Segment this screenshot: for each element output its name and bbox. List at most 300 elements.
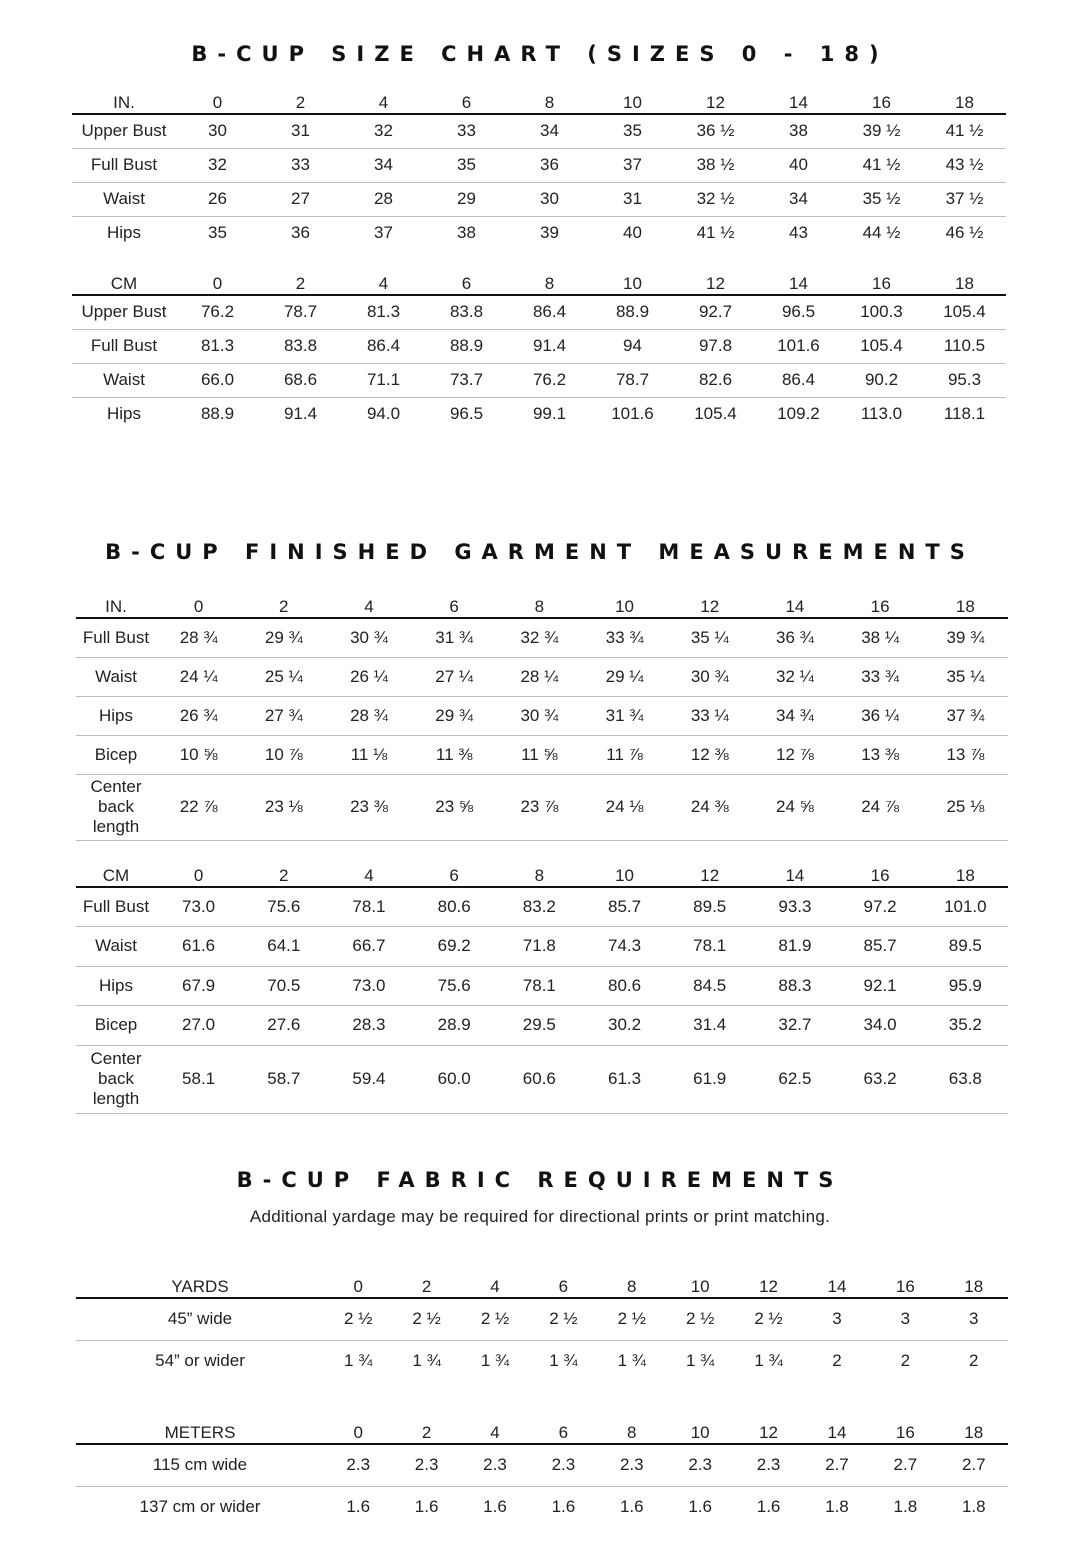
cell-value: 100.3 (840, 295, 923, 329)
cell-value: 24 ⅝ (752, 774, 837, 840)
size-header: 18 (923, 265, 1006, 295)
cell-value: 74.3 (582, 927, 667, 967)
cell-value: 29.5 (497, 1006, 582, 1046)
cell-value: 1.6 (619, 1497, 644, 1517)
cell-value: 1 ¾ (412, 1351, 441, 1371)
size-header: 2 (259, 84, 342, 114)
row-label-waist: Waist (76, 927, 156, 967)
table-row (72, 397, 1006, 431)
cell-value: 1.6 (688, 1497, 712, 1517)
size-header: 18 (923, 855, 1008, 887)
fabric-requirements-title: B-CUP FABRIC REQUIREMENTS (236, 1168, 844, 1192)
cell-value: 88.9 (425, 329, 508, 363)
cell-value: 32 (176, 148, 259, 182)
size-header: 10 (582, 855, 667, 887)
cell-value: 75.6 (241, 887, 326, 927)
row-label-bicep: Bicep (76, 735, 156, 774)
cell-value: 94.0 (366, 404, 401, 424)
cell-value: 24 ⅜ (667, 774, 752, 840)
table-row (76, 1486, 1008, 1528)
size-header: 12 (667, 586, 752, 618)
cell-value: 10 ⅞ (241, 735, 326, 774)
row-label-upper-bust: Upper Bust (72, 295, 176, 329)
cell-value: 90.2 (840, 363, 923, 397)
cell-value: 1.8 (961, 1497, 986, 1517)
row-label-full-bust: Full Bust (72, 329, 176, 363)
table-row (72, 182, 1006, 216)
cell-value: 93.3 (752, 887, 837, 927)
size-header: 8 (497, 586, 582, 618)
cell-value: 12 ⅜ (667, 735, 752, 774)
cell-value: 29 (425, 182, 508, 216)
row-label-waist: Waist (72, 363, 176, 397)
cell-value: 2.3 (734, 1444, 802, 1486)
cell-value: 36 ¾ (752, 618, 837, 657)
cell-value: 78.1 (667, 927, 752, 967)
cell-value: 31 (259, 114, 342, 148)
cell-value: 22 ⅞ (156, 774, 241, 840)
cell-value: 1.8 (825, 1497, 849, 1517)
cell-value: 31 ¾ (412, 618, 497, 657)
cell-value: 88.9 (591, 295, 674, 329)
cell-value: 13 ⅞ (923, 735, 1008, 774)
size-header: 0 (176, 265, 259, 295)
cell-value: 105.4 (694, 404, 737, 424)
cell-value: 37 (374, 223, 393, 243)
size-chart-title: B-CUP SIZE CHART (SIZES 0 - 18) (191, 42, 889, 66)
cell-value: 83.8 (425, 295, 508, 329)
cell-value: 33 (425, 114, 508, 148)
garment-measurements-title: B-CUP FINISHED GARMENT MEASUREMENTS (105, 540, 975, 564)
size-header: 0 (324, 1268, 392, 1298)
cell-value: 28 ¾ (156, 618, 241, 657)
fabric-yards-table (76, 1268, 1008, 1382)
cell-value: 37 ¾ (923, 696, 1008, 735)
cell-value: 31 ¾ (582, 696, 667, 735)
cell-value: 12 ⅞ (752, 735, 837, 774)
cell-value: 2.3 (461, 1444, 529, 1486)
cell-value: 23 ⅝ (412, 774, 497, 840)
unit-header: IN. (72, 84, 176, 114)
cell-value: 101.0 (923, 887, 1008, 927)
cell-value: 58.7 (241, 1045, 326, 1113)
cell-value: 28 (342, 182, 425, 216)
size-header: 16 (871, 1414, 939, 1444)
size-header: 6 (529, 1414, 597, 1444)
size-header: 10 (666, 1414, 734, 1444)
row-label-full-bust: Full Bust (76, 618, 156, 657)
cell-value: 109.2 (777, 404, 820, 424)
row-label-hips: Hips (106, 223, 141, 243)
unit-header: CM (72, 265, 176, 295)
cell-value: 58.1 (156, 1045, 241, 1113)
cell-value: 2 ½ (734, 1298, 802, 1340)
cell-value: 32 ¾ (497, 618, 582, 657)
cell-value: 2.3 (324, 1444, 392, 1486)
size-header: 14 (757, 84, 840, 114)
cell-value: 105.4 (840, 329, 923, 363)
size-header: 14 (752, 586, 837, 618)
cell-value: 83.8 (259, 329, 342, 363)
cell-value: 32 (342, 114, 425, 148)
cell-value: 61.3 (582, 1045, 667, 1113)
row-label-center-back-length: Center back length (76, 774, 156, 840)
cell-value: 26 ¾ (156, 696, 241, 735)
size-header: 4 (342, 84, 425, 114)
cell-value: 69.2 (412, 927, 497, 967)
cell-value: 27.0 (156, 1006, 241, 1046)
size-header: 12 (734, 1268, 802, 1298)
cell-value: 10 ⅝ (156, 735, 241, 774)
cell-value: 29 ¾ (412, 696, 497, 735)
cell-value: 1.6 (346, 1497, 371, 1517)
cell-value: 82.6 (674, 363, 757, 397)
cell-value: 80.6 (412, 887, 497, 927)
cell-value: 1 ¾ (685, 1351, 715, 1371)
cell-value: 36 ¼ (838, 696, 923, 735)
size-chart-cm-table (72, 265, 1006, 431)
cell-value: 28.9 (412, 1006, 497, 1046)
cell-value: 78.7 (259, 295, 342, 329)
cell-value: 34 (342, 148, 425, 182)
size-header: 2 (241, 586, 326, 618)
size-chart-inches-table (72, 84, 1006, 250)
cell-value: 118.1 (943, 404, 986, 424)
cell-value: 41 ½ (840, 148, 923, 182)
cell-value: 43 ½ (923, 148, 1006, 182)
unit-header: METERS (76, 1414, 324, 1444)
garment-cm-table (76, 855, 1008, 1114)
fabric-note: Additional yardage may be required for directional prints or print matching. (249, 1207, 831, 1226)
cell-value: 97.2 (838, 887, 923, 927)
size-header: 16 (838, 586, 923, 618)
cell-value: 92.1 (838, 966, 923, 1006)
cell-value: 2 ½ (598, 1298, 666, 1340)
cell-value: 70.5 (241, 966, 326, 1006)
cell-value: 96.5 (449, 404, 484, 424)
cell-value: 35 ¼ (667, 618, 752, 657)
cell-value: 76.2 (508, 363, 591, 397)
table-row (76, 1298, 1008, 1340)
cell-value: 2 (832, 1351, 842, 1371)
cell-value: 97.8 (674, 329, 757, 363)
size-header: 6 (412, 855, 497, 887)
cell-value: 2.3 (598, 1444, 666, 1486)
cell-value: 81.3 (176, 329, 259, 363)
cell-value: 86.4 (508, 295, 591, 329)
cell-value: 60.0 (412, 1045, 497, 1113)
cell-value: 38 (757, 114, 840, 148)
cell-value: 73.7 (425, 363, 508, 397)
row-label-bicep: Bicep (76, 1006, 156, 1046)
size-header: 14 (803, 1268, 871, 1298)
size-header: 0 (176, 84, 259, 114)
size-header: 2 (392, 1414, 460, 1444)
cell-value: 27 ¾ (241, 696, 326, 735)
cell-value: 24 ⅛ (582, 774, 667, 840)
cell-value: 101.6 (757, 329, 840, 363)
cell-value: 32 ½ (674, 182, 757, 216)
cell-value: 2 (900, 1351, 911, 1371)
size-header: 10 (591, 84, 674, 114)
cell-value: 2.3 (392, 1444, 460, 1486)
cell-value: 25 ¼ (241, 657, 326, 696)
size-header: 10 (591, 265, 674, 295)
cell-value: 24 ⅞ (838, 774, 923, 840)
cell-value: 38 ½ (674, 148, 757, 182)
table-row (76, 735, 1008, 774)
cell-value: 11 ⅞ (582, 735, 667, 774)
unit-header: YARDS (76, 1268, 324, 1298)
table-row (76, 696, 1008, 735)
cell-value: 35 ½ (840, 182, 923, 216)
row-label-upper-bust: Upper Bust (72, 114, 176, 148)
table-row (76, 618, 1008, 657)
size-header: 8 (508, 84, 591, 114)
cell-value: 11 ⅜ (412, 735, 497, 774)
cell-value: 63.8 (923, 1045, 1008, 1113)
row-label-waist: Waist (76, 657, 156, 696)
cell-value: 34.0 (838, 1006, 923, 1046)
cell-value: 71.1 (342, 363, 425, 397)
size-header: 14 (803, 1414, 871, 1444)
cell-value: 23 ⅜ (326, 774, 411, 840)
cell-value: 89.5 (667, 887, 752, 927)
cell-value: 91.4 (283, 404, 318, 424)
cell-value: 11 ⅛ (326, 735, 411, 774)
cell-value: 61.9 (667, 1045, 752, 1113)
row-label-137-cm-or-wider: 137 cm or wider (139, 1497, 261, 1517)
size-header: 10 (666, 1268, 734, 1298)
size-header: 4 (326, 586, 411, 618)
cell-value: 41 ½ (696, 223, 735, 243)
cell-value: 68.6 (259, 363, 342, 397)
cell-value: 86.4 (757, 363, 840, 397)
table-row (76, 1444, 1008, 1486)
cell-value: 28 ¼ (497, 657, 582, 696)
size-header: 12 (734, 1414, 802, 1444)
cell-value: 1.6 (756, 1497, 781, 1517)
size-header: 0 (324, 1414, 392, 1444)
table-row (76, 1045, 1008, 1113)
cell-value: 61.6 (156, 927, 241, 967)
cell-value: 94 (591, 329, 674, 363)
cell-value: 29 ¾ (241, 618, 326, 657)
size-header: 16 (840, 265, 923, 295)
cell-value: 27 ¼ (412, 657, 497, 696)
size-header: 6 (529, 1268, 597, 1298)
cell-value: 85.7 (838, 927, 923, 967)
cell-value: 35.2 (923, 1006, 1008, 1046)
cell-value: 1 ¾ (480, 1351, 510, 1371)
cell-value: 34 (508, 114, 591, 148)
cell-value: 81.3 (342, 295, 425, 329)
cell-value: 35 (591, 114, 674, 148)
cell-value: 1 ¾ (549, 1351, 578, 1371)
size-header: 2 (241, 855, 326, 887)
cell-value: 62.5 (752, 1045, 837, 1113)
garment-inches-table (76, 586, 1008, 841)
fabric-meters-table (76, 1414, 1008, 1528)
cell-value: 31 (591, 182, 674, 216)
size-header: 18 (923, 586, 1008, 618)
row-label-115-cm-wide: 115 cm wide (76, 1444, 324, 1486)
cell-value: 1.6 (414, 1497, 439, 1517)
size-header: 8 (598, 1414, 666, 1444)
size-header: 16 (838, 855, 923, 887)
cell-value: 37 (591, 148, 674, 182)
table-row (72, 216, 1006, 250)
cell-value: 78.1 (497, 966, 582, 1006)
row-label-hips: Hips (76, 966, 156, 1006)
cell-value: 3 (871, 1298, 939, 1340)
cell-value: 30.2 (582, 1006, 667, 1046)
cell-value: 36 (508, 148, 591, 182)
cell-value: 1.6 (483, 1497, 507, 1517)
cell-value: 86.4 (342, 329, 425, 363)
cell-value: 2 ½ (666, 1298, 734, 1340)
size-header: 4 (326, 855, 411, 887)
cell-value: 81.9 (752, 927, 837, 967)
size-header: 18 (940, 1414, 1008, 1444)
cell-value: 99.1 (532, 404, 567, 424)
size-header: 12 (674, 84, 757, 114)
cell-value: 43 (789, 223, 808, 243)
cell-value: 105.4 (923, 295, 1006, 329)
table-row (72, 114, 1006, 148)
size-header: 8 (598, 1268, 666, 1298)
row-label-hips: Hips (76, 696, 156, 735)
cell-value: 1 ¾ (344, 1351, 373, 1371)
cell-value: 2 ½ (461, 1298, 529, 1340)
cell-value: 27.6 (241, 1006, 326, 1046)
size-header: 8 (508, 265, 591, 295)
size-header: 10 (582, 586, 667, 618)
cell-value: 33 ¾ (582, 618, 667, 657)
cell-value: 95.9 (923, 966, 1008, 1006)
size-header: 4 (461, 1268, 529, 1298)
cell-value: 37 ½ (923, 182, 1006, 216)
cell-value: 1 ¾ (617, 1351, 646, 1371)
cell-value: 71.8 (497, 927, 582, 967)
cell-value: 3 (803, 1298, 871, 1340)
size-header: 6 (425, 84, 508, 114)
cell-value: 40 (623, 223, 642, 243)
size-header: 16 (840, 84, 923, 114)
cell-value: 2 ½ (529, 1298, 597, 1340)
size-header: 14 (757, 265, 840, 295)
table-row (76, 774, 1008, 840)
cell-value: 27 (259, 182, 342, 216)
cell-value: 25 ⅛ (923, 774, 1008, 840)
table-row (72, 363, 1006, 397)
size-header: 12 (667, 855, 752, 887)
cell-value: 32 ¼ (752, 657, 837, 696)
cell-value: 75.6 (412, 966, 497, 1006)
row-label-center-back-length: Center back length (76, 1045, 156, 1113)
row-label-45-wide: 45” wide (76, 1298, 324, 1340)
cell-value: 26 (176, 182, 259, 216)
cell-value: 2.7 (803, 1444, 871, 1486)
cell-value: 95.3 (923, 363, 1006, 397)
cell-value: 38 (457, 223, 476, 243)
cell-value: 73.0 (156, 887, 241, 927)
cell-value: 78.1 (326, 887, 411, 927)
cell-value: 11 ⅝ (497, 735, 582, 774)
cell-value: 80.6 (582, 966, 667, 1006)
cell-value: 1.8 (893, 1497, 918, 1517)
cell-value: 13 ⅜ (838, 735, 923, 774)
cell-value: 33 (259, 148, 342, 182)
table-row (76, 657, 1008, 696)
cell-value: 29 ¼ (582, 657, 667, 696)
cell-value: 101.6 (611, 404, 654, 424)
cell-value: 32.7 (752, 1006, 837, 1046)
cell-value: 2 ½ (324, 1298, 392, 1340)
row-label-hips: Hips (106, 404, 141, 424)
cell-value: 23 ⅛ (241, 774, 326, 840)
cell-value: 34 ¾ (752, 696, 837, 735)
cell-value: 36 ½ (674, 114, 757, 148)
size-header: 0 (156, 586, 241, 618)
cell-value: 2.7 (940, 1444, 1008, 1486)
cell-value: 89.5 (923, 927, 1008, 967)
cell-value: 73.0 (326, 966, 411, 1006)
row-label-54-or-wider: 54” or wider (155, 1351, 245, 1371)
cell-value: 1.6 (551, 1497, 576, 1517)
cell-value: 30 (508, 182, 591, 216)
cell-value: 35 ¼ (923, 657, 1008, 696)
cell-value: 28 ¾ (326, 696, 411, 735)
size-header: 4 (461, 1414, 529, 1444)
cell-value: 39 ¾ (923, 618, 1008, 657)
row-label-full-bust: Full Bust (72, 148, 176, 182)
table-row (72, 295, 1006, 329)
cell-value: 78.7 (591, 363, 674, 397)
cell-value: 2 ½ (392, 1298, 460, 1340)
cell-value: 31.4 (667, 1006, 752, 1046)
cell-value: 28.3 (326, 1006, 411, 1046)
cell-value: 33 ¼ (667, 696, 752, 735)
cell-value: 67.9 (156, 966, 241, 1006)
cell-value: 35 (425, 148, 508, 182)
table-row (76, 927, 1008, 967)
cell-value: 30 ¾ (497, 696, 582, 735)
size-header: 18 (940, 1268, 1008, 1298)
size-header: 6 (425, 265, 508, 295)
cell-value: 110.5 (923, 329, 1006, 363)
cell-value: 83.2 (497, 887, 582, 927)
table-row (72, 329, 1006, 363)
cell-value: 2.3 (666, 1444, 734, 1486)
cell-value: 39 ½ (840, 114, 923, 148)
unit-header: IN. (76, 586, 156, 618)
size-header: 18 (923, 84, 1006, 114)
cell-value: 30 ¾ (326, 618, 411, 657)
cell-value: 44 ½ (862, 223, 901, 243)
size-header: 12 (674, 265, 757, 295)
row-label-waist: Waist (72, 182, 176, 216)
cell-value: 39 (540, 223, 559, 243)
cell-value: 23 ⅞ (497, 774, 582, 840)
size-header: 6 (412, 586, 497, 618)
size-header: 2 (259, 265, 342, 295)
cell-value: 66.0 (176, 363, 259, 397)
cell-value: 33 ¾ (838, 657, 923, 696)
cell-value: 35 (208, 223, 227, 243)
cell-value: 66.7 (326, 927, 411, 967)
size-header: 0 (156, 855, 241, 887)
